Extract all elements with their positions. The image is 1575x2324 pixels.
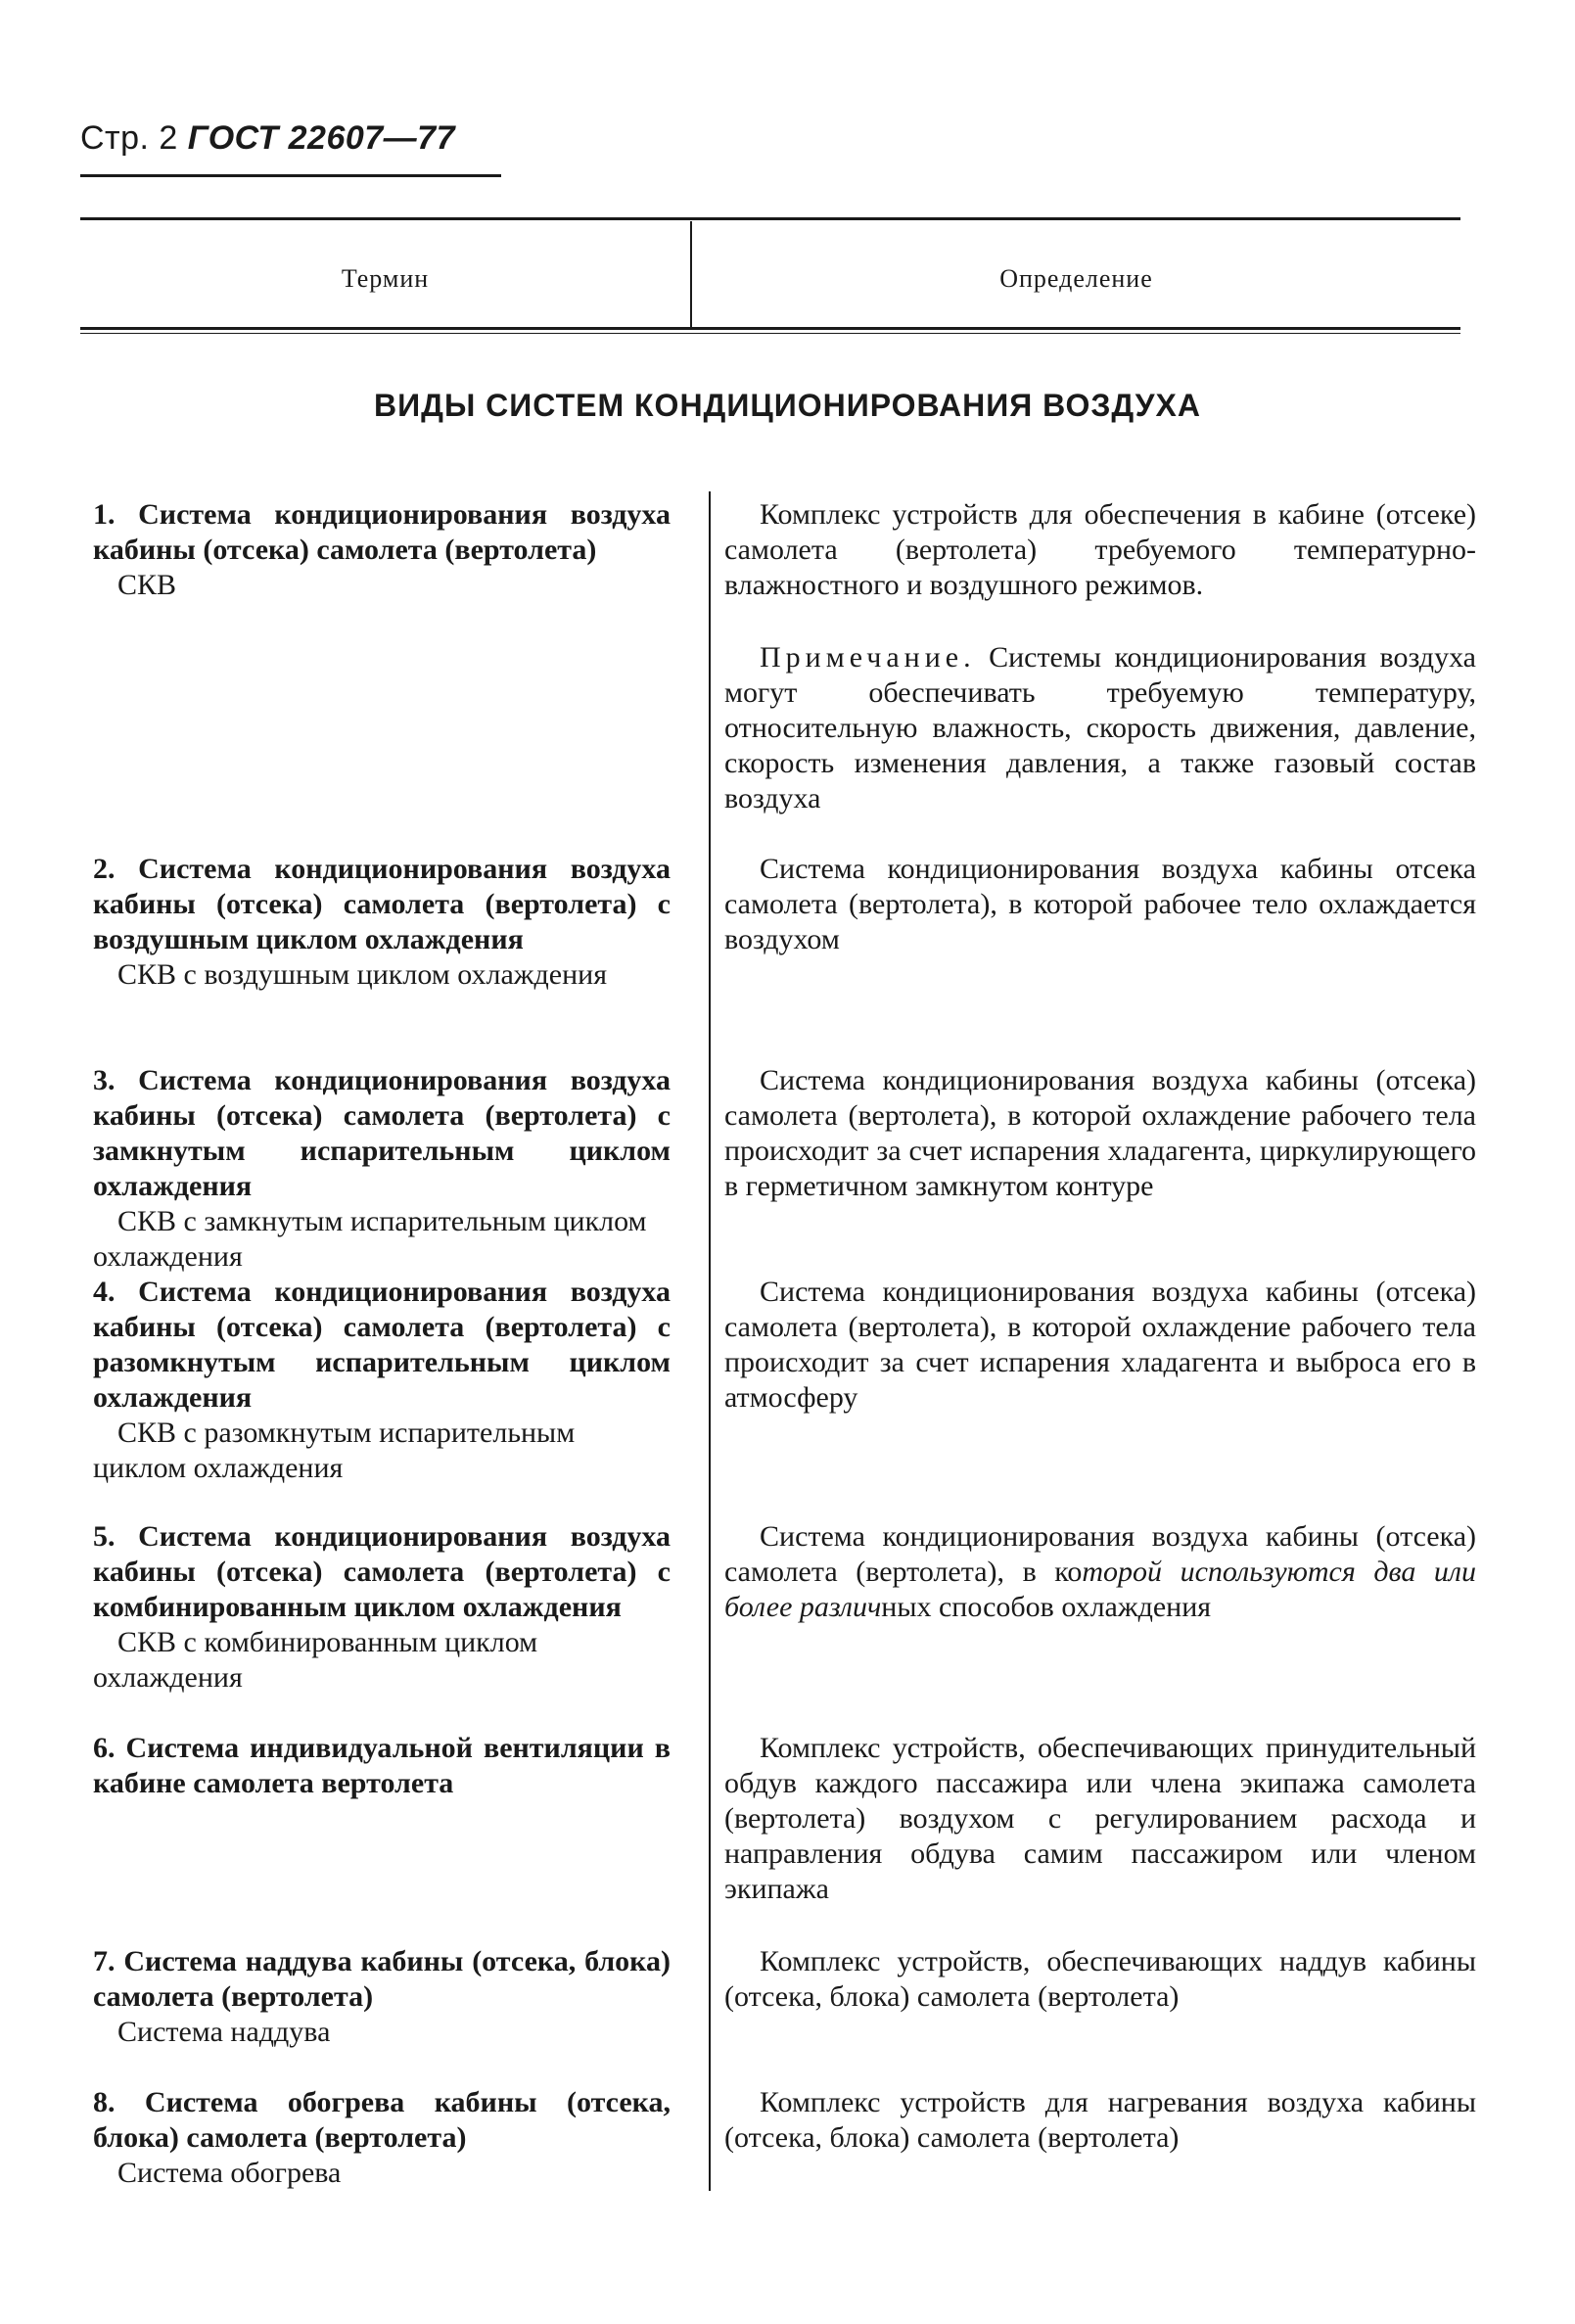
term-entry (93, 1944, 671, 2050)
term-entry (93, 1275, 671, 1486)
definition-text: Система кондиционирования воздуха кабины (отсека) самолета (вертолета), в которой охлаждение рабочего тела происходит за счет испарения хладагента, циркулирующего в герметичном замкнутом контуре (724, 1064, 1476, 1202)
page-label: Стр. 2 (80, 119, 178, 157)
term-title: 8. Система обогрева кабины (отсека, блока) самолета (вертолета) (93, 2086, 671, 2154)
note-text: Системы кондиционирования воздуха могут обеспечивать требуемую температуру, относительную влажность, скорость движения, давление, скорость изменения давления, а также газовый состав воздуха (724, 641, 1476, 814)
column-header-term: Термин (341, 264, 430, 293)
definition-note (724, 640, 1476, 816)
term-entry (93, 2085, 671, 2191)
term-abbreviation: СКВ (117, 569, 177, 601)
term-entry (93, 497, 671, 603)
term-title: 5. Система кондиционирования воздуха кабины (отсека) самолета (вертолета) с комбинированным циклом охлаждения (93, 1520, 671, 1623)
term-abbreviation: СКВ с разомкнутым испарительным циклом охлаждения (93, 1417, 576, 1484)
definition-part: ных способов охлаждения (881, 1591, 1212, 1623)
term-title: 7. Система наддува кабины (отсека, блока) самолета (вертолета) (93, 1945, 671, 2013)
header-underline (80, 174, 501, 177)
body-column-divider (709, 491, 711, 2191)
term-abbreviation: СКВ с комбинированным циклом охлаждения (93, 1626, 538, 1694)
term-abbreviation: Система обогрева (117, 2157, 342, 2189)
term-title: 2. Система кондиционирования воздуха кабины (отсека) самолета (вертолета) с воздушным циклом охлаждения (93, 853, 671, 955)
definition-part: Система кондиционирования воздуха кабины (отсека) самолета (вертолета), в ко (724, 1520, 1476, 1588)
term-title: 3. Система кондиционирования воздуха кабины (отсека) самолета (вертолета) с замкнутым испарительным циклом охлаждения (93, 1064, 671, 1202)
definition-text: Комплекс устройств для нагревания воздуха кабины (отсека, блока) самолета (вертолета) (724, 2086, 1476, 2154)
term-title: 1. Система кондиционирования воздуха кабины (отсека) самолета (вертолета) (93, 498, 671, 566)
term-title: 6. Система индивидуальной вентиляции в кабине самолета вертолета (93, 1732, 671, 1799)
section-title: ВИДЫ СИСТЕМ КОНДИЦИОНИРОВАНИЯ ВОЗДУХА (374, 388, 1201, 423)
definition-text (724, 1519, 1476, 1625)
table-header-rule (80, 327, 1460, 330)
definition-text: Комплекс устройств, обеспечивающих наддув кабины (отсека, блока) самолета (вертолета) (724, 1945, 1476, 2013)
term-entry (93, 1063, 671, 1275)
table-top-rule (80, 217, 1460, 220)
definition-text: Комплекс устройств, обеспечивающих принудительный обдув каждого пассажира или члена экипажа самолета (вертолета) воздухом с регулированием расхода и направления обдува самим пассажиром или членом экипажа (724, 1732, 1476, 1905)
definition-italic-part: торой используются два или более различ (724, 1556, 1477, 1623)
term-entry (93, 1731, 671, 1801)
term-title: 4. Система кондиционирования воздуха кабины (отсека) самолета (вертолета) с разомкнутым испарительным циклом охлаждения (93, 1276, 671, 1414)
term-entry (93, 1519, 671, 1696)
definition-text: Комплекс устройств для обеспечения в кабине (отсеке) самолета (вертолета) требуемого температурно-влажностного и воздушного режимов. (724, 498, 1476, 601)
standard-number: ГОСТ 22607—77 (187, 119, 456, 157)
term-abbreviation: Система наддува (117, 2016, 331, 2048)
definition-text: Система кондиционирования воздуха кабины отсека самолета (вертолета), в которой рабочее тело охлаждается воздухом (724, 853, 1476, 955)
definition-text: Система кондиционирования воздуха кабины (отсека) самолета (вертолета), в которой охлаждение рабочего тела происходит за счет испарения хладагента и выброса его в атмосферу (724, 1276, 1476, 1414)
table-header-rule-thin (80, 333, 1460, 334)
term-entry (93, 852, 671, 993)
term-abbreviation: СКВ с воздушным циклом охлаждения (117, 958, 607, 991)
column-header-definition: Определение (999, 264, 1153, 293)
page-header (80, 119, 455, 158)
term-abbreviation: СКВ с замкнутым испарительным циклом охлаждения (93, 1205, 647, 1273)
note-label: Примечание. (760, 641, 976, 674)
